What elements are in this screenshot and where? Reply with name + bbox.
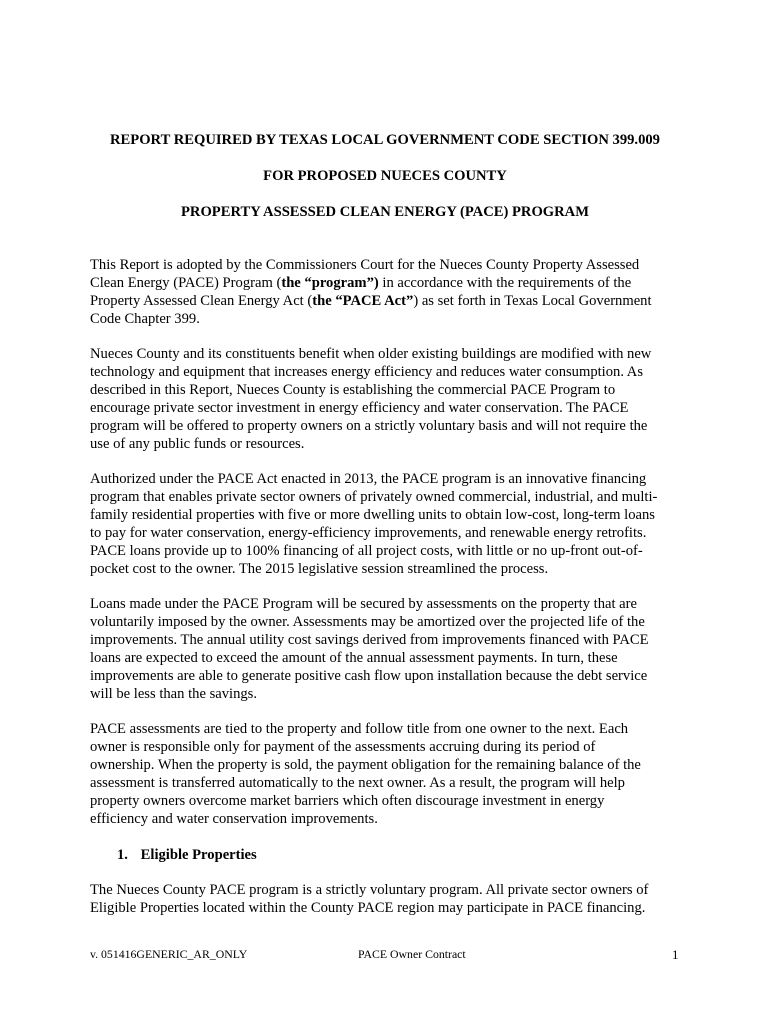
text-line: Loans made under the PACE Program will be secured by assessments on the property that are xyxy=(90,596,638,612)
text-line: PACE loans provide up to 100% financing of all project costs, with little or no up-front out-of- xyxy=(90,543,643,559)
text-line: assessment is transferred automatically to the next owner. As a result, the program will help xyxy=(90,775,625,791)
section-number: 1. xyxy=(117,847,128,863)
text-line: improvements. The annual utility cost savings derived from improvements financed with PACE xyxy=(90,632,649,648)
text-line: will be less than the savings. xyxy=(90,686,257,702)
text-line xyxy=(90,292,690,310)
text-line: ownership. When the property is sold, the payment obligation for the remaining balance of the xyxy=(90,757,641,773)
text-line: voluntarily imposed by the owner. Assessments may be amortized over the projected life of the xyxy=(90,614,645,630)
report-title-line-1: REPORT REQUIRED BY TEXAS LOCAL GOVERNMENT CODE SECTION 399.009 xyxy=(110,132,660,148)
text-line: Eligible Properties located within the County PACE region may participate in PACE financing. xyxy=(90,900,646,916)
text-line: improvements are able to generate positive cash flow upon installation because the debt service xyxy=(90,668,648,684)
text-line: property owners overcome market barriers which often discourage investment in energy xyxy=(90,793,605,809)
text-line: Authorized under the PACE Act enacted in 2013, the PACE program is an innovative financing xyxy=(90,471,647,487)
text-line: loans are expected to exceed the amount of the annual assessment payments. In turn, these xyxy=(90,650,618,666)
text-line: pocket cost to the owner. The 2015 legislative session streamlined the process. xyxy=(90,561,549,577)
text-line: PACE assessments are tied to the property and follow title from one owner to the next. Each xyxy=(90,721,629,737)
report-title-line-2: FOR PROPOSED NUECES COUNTY xyxy=(263,168,507,184)
benefits-paragraph xyxy=(90,345,690,453)
text-segment: in accordance with the requirements of the xyxy=(378,275,632,291)
text-line xyxy=(90,274,690,292)
text-line: The Nueces County PACE program is a strictly voluntary program. All private sector owners of xyxy=(90,882,649,898)
assessments-paragraph xyxy=(90,720,690,828)
section-title: Eligible Properties xyxy=(140,847,257,863)
text-segment: Property Assessed Clean Energy Act ( xyxy=(90,293,313,309)
text-line: family residential properties with five or more dwelling units to obtain low-cost, long-term loans xyxy=(90,507,655,523)
footer-document-name: PACE Owner Contract xyxy=(358,947,466,961)
text-segment: Clean Energy (PACE) Program ( xyxy=(90,275,282,291)
defined-term-pace-act: the “PACE Act” xyxy=(312,293,414,309)
intro-paragraph xyxy=(90,256,690,328)
text-line: program that enables private sector owners of privately owned commercial, industrial, and multi- xyxy=(90,489,658,505)
section-heading-eligible-properties xyxy=(117,846,257,864)
report-title-line-3: PROPERTY ASSESSED CLEAN ENERGY (PACE) PROGRAM xyxy=(180,204,589,220)
text-line: program will be offered to property owners on a strictly voluntary basis and will not require the xyxy=(90,418,648,434)
footer-version: v. 051416GENERIC_AR_ONLY xyxy=(90,947,248,961)
text-line: Code Chapter 399. xyxy=(90,311,200,327)
text-segment: ) as set forth in Texas Local Government xyxy=(413,293,652,309)
loans-paragraph xyxy=(90,595,690,703)
text-line: to pay for water conservation, energy-efficiency improvements, and renewable energy retrofits. xyxy=(90,525,647,541)
authorization-paragraph xyxy=(90,470,690,578)
text-line: encourage private sector investment in energy efficiency and water conservation. The PACE xyxy=(90,400,629,416)
text-line: described in this Report, Nueces County is establishing the commercial PACE Program to xyxy=(90,382,616,398)
text-line: technology and equipment that increases energy efficiency and reduces water consumption. As xyxy=(90,364,644,380)
text-line: Nueces County and its constituents benefit when older existing buildings are modified with new xyxy=(90,346,652,362)
defined-term-program: the “program”) xyxy=(281,275,379,291)
text-line: efficiency and water conservation improvements. xyxy=(90,811,378,827)
page-number: 1 xyxy=(672,947,679,962)
text-line: This Report is adopted by the Commissioners Court for the Nueces County Property Assessed xyxy=(90,257,640,273)
text-line: owner is responsible only for payment of the assessments accruing during its period of xyxy=(90,739,596,755)
eligible-properties-paragraph xyxy=(90,881,690,917)
text-line: use of any public funds or resources. xyxy=(90,436,305,452)
